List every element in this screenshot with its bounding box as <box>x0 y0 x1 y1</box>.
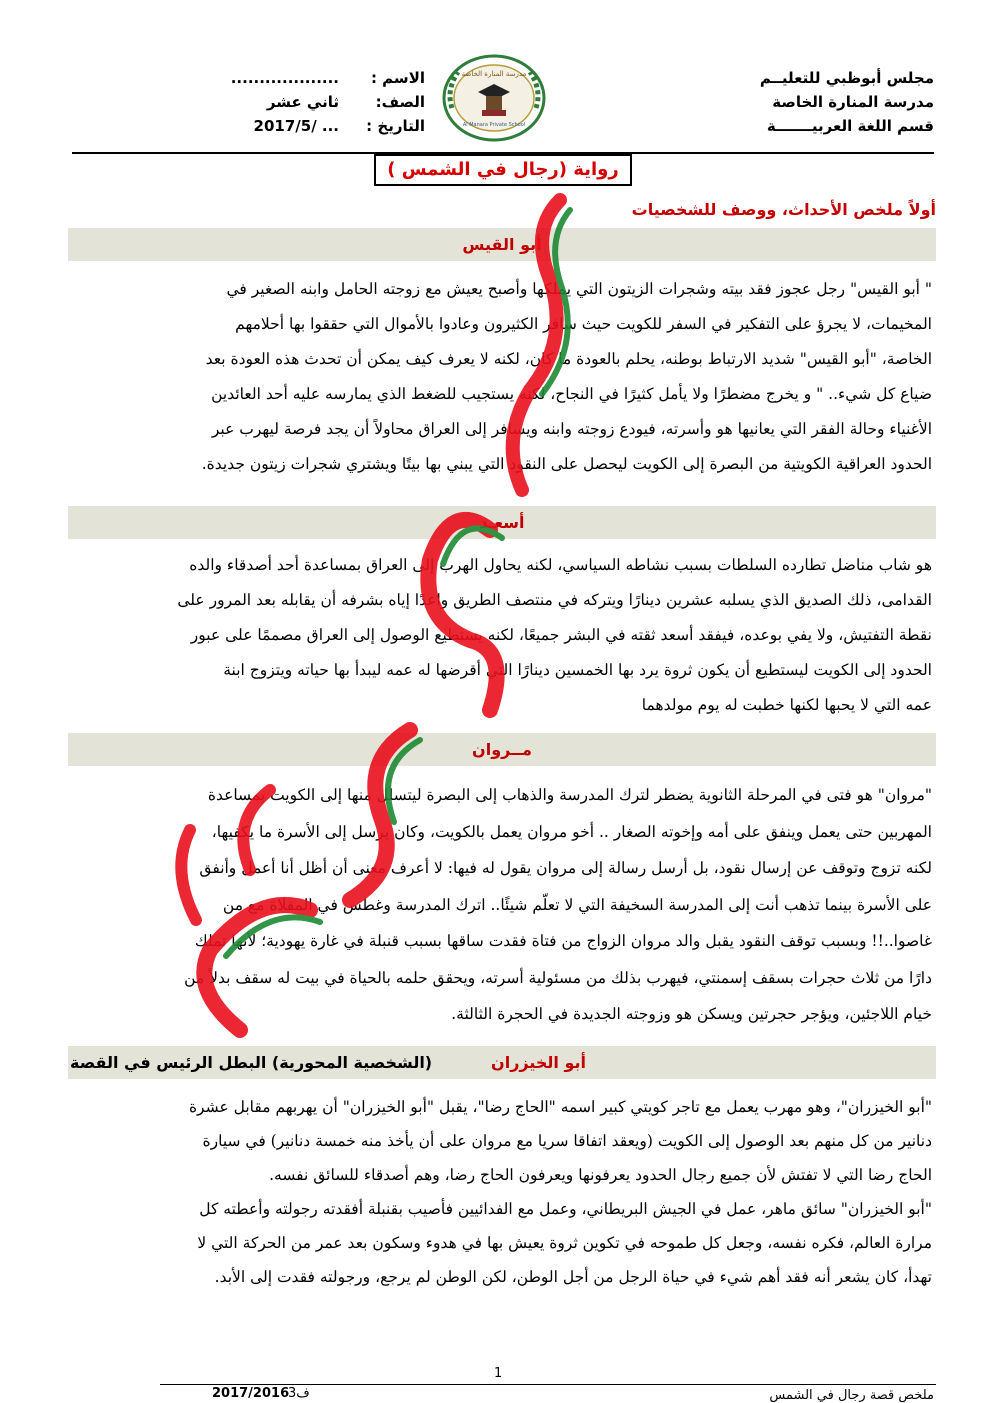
section-title: أبو الخيزران <box>491 1053 586 1072</box>
footer-divider <box>160 1384 936 1385</box>
text-line: دارًا من ثلاث حجرات بسقف إسمنتي، فيهرب بذلك من مسئولية أسرته، ويحقق حلمه بالحياة في بيت له سقف بدلاً من <box>184 968 932 987</box>
section-heading-asaad: أسعـد <box>68 506 936 539</box>
text-line: هو شاب مناضل تطارده السلطات بسبب نشاطه السياسي، لكنه يحاول الهرب إلى العراق بمساعدة أحد أصدقاء والده <box>189 556 932 574</box>
section-body-abu-khaizaran <box>68 1090 932 1294</box>
section-title-note: (الشخصية المحورية) البطل الرئيس في القصة <box>70 1053 433 1072</box>
text-line: خيام اللاجئين، ويؤجر حجرتين ويسكن هو وزوجته الجديدة في الحجرة الثالثة. <box>451 1005 932 1023</box>
name-label: الاسم : <box>370 69 425 87</box>
text-line: المهربين حتى يعمل وينفق على أمه وإخوته الصغار .. أخو مروان يعمل بالكويت، وكان يرسل إلى الأسرة ما يكفيها، <box>211 822 932 841</box>
text-line: "أبو الخيزران" سائق ماهر، عمل في الجيش البريطاني، وعمل مع الفدائيين فأصيب بقنبلة أفقدته رجولته وأعطته كل <box>199 1200 932 1218</box>
document-title: رواية (رجال في الشمس ) <box>374 154 632 186</box>
footer-title: ملخص قصة رجال في الشمس <box>769 1388 934 1403</box>
date-value: 2017/5/ ... <box>253 117 339 135</box>
text-line: نقطة التفتيش، ولا يفي بوعده، فيفقد أسعد ثقته في البشر جميعًا، لكنه يستطيع الوصول إلى العراق مصممًا على عبور <box>190 626 932 644</box>
class-label: الصف: <box>375 93 425 111</box>
text-line: لكنه تزوج وتوقف عن إرسال نقود، بل أرسل رسالة إلى مروان يقول له فيها: لا أعرف معنى أن أظل أنا أعمل وأنفق <box>199 859 932 877</box>
page-number: 1 <box>494 1366 503 1381</box>
text-line: " أبو القيس" رجل عجوز فقد بيته وشجرات الزيتون التي يملكها وأصبح يعيش مع زوجته الحامل وابنه الصغير في <box>226 280 932 298</box>
logo-arabic-text: مدرسة المنارة الخاصة <box>461 70 527 78</box>
section-heading-abu-khaizaran <box>68 1046 936 1079</box>
footer-class-code: ف3 <box>288 1386 310 1401</box>
section-heading-abu-qais: أبو القيس <box>68 228 936 261</box>
text-line: المخيمات، لا يجرؤ على التفكير في السفر للكويت حيث سافر الكثيرون وعادوا بالأموال التي حققوا بها أحلامهم <box>235 315 932 333</box>
student-info <box>195 66 425 138</box>
text-line: الخاصة، "أبو القيس" شديد الارتباط بوطنه، يحلم بالعودة ما كان، لكنه لا يعرف كيف يمكن أن تحدث هذه العودة بعد <box>205 350 932 368</box>
text-line: الحدود العراقية الكويتية من البصرة إلى الكويت ليحصل على النقود التي يبني بها بيتًا ويشتري شجرات زيتون جديدة. <box>201 455 932 473</box>
organization-header <box>604 66 934 138</box>
text-line: دنانير من كل منهم بعد الوصول إلى الكويت (ويعقد اتفاقا سريا مع مروان على أن يأخذ منه خمسة دنانير) في سيارة <box>202 1132 932 1150</box>
text-line: على الأسرة بينما تذهب أنت إلى المدرسة السخيفة التي لا تعلّم شيئًا.. اترك المدرسة وغطس في المقلاة مع من <box>222 895 932 914</box>
text-line: الحاج رضا التي لا تفتش لأن جميع رجال الحدود يعرفونها ويعرفون الحاج رضا، وهم أصدقاء للسائق نفسه. <box>269 1166 932 1184</box>
date-label: التاريخ : <box>366 117 425 135</box>
text-line: غاصوا..!! وبسبب توقف النقود يقبل والد مروان الزواج من فتاة فقدت ساقها بسبب قنبلة في غارة يهودية؛ لأنها تملك <box>194 932 932 950</box>
text-line: ضياع كل شيء.. " و يخرج مضطرًا ولا يأمل كثيرًا في النجاح، لكنه يستجيب للضغط الذي يمارسه عليه أحد العائدين <box>211 385 932 403</box>
text-line: الأغنياء وحالة الفقر التي يعانيها هو وأسرته، فيودع زوجته وابنه ويسافر إلى العراق محاولاً أن يجد فرصة ليهرب عبر <box>211 420 932 438</box>
org-department: قسم اللغة العربيـــــــة <box>766 117 934 135</box>
date-row <box>195 114 425 138</box>
text-line: تهدأ، كان يشعر أنه فقد أهم شيء في حياة الرجل من أجل الوطن، لكن الوطن لم يرجع، ورجولته فقدت إلى الأبد. <box>214 1268 932 1286</box>
text-line: عمه التي لا يحبها لكنها خطبت له يوم مولدهما <box>641 696 932 714</box>
class-row <box>195 90 425 114</box>
text-line: "أبو الخيزران"، وهو مهرب يعمل مع تاجر كويتي كبير اسمه "الحاج رضا"، يقبل "أبو الخيزران" أن يهربهم مقابل عشرة <box>188 1098 932 1116</box>
text-line: مرارة العالم، فكره نفسه، وجعل كل طموحه في تكوين ثروة يعيش بها في هدوء وسكون بعد عمر من الحركة التي لا <box>197 1234 932 1252</box>
name-row <box>195 66 425 90</box>
text-line: "مروان" هو فتى في المرحلة الثانوية يضطر لترك المدرسة والذهاب إلى البصرة ليتسلل منها إلى الكويت بمساعدة <box>207 786 932 804</box>
text-line: القدامى، ذلك الصديق الذي يسلبه عشرين دينارًا ويتركه في منتصف الطريق واعدًا إياه بشرفه أن يقابله بعد المرور على <box>177 591 932 609</box>
footer-year: 2017/2016 <box>212 1386 290 1401</box>
class-value: ثاني عشر <box>266 93 339 111</box>
name-value: ................... <box>230 69 339 87</box>
section-body-asaad <box>68 548 932 723</box>
text-line: الحدود إلى الكويت ليستطيع أن يكون ثروة يرد بها الخمسين دينارًا التي أقرضها له عمه ليبدأ بها حياته ويتزوج ابنة <box>223 661 932 679</box>
section-body-marwan <box>68 777 932 1033</box>
org-school: مدرسة المنارة الخاصة <box>772 93 934 111</box>
school-logo <box>438 52 550 144</box>
section-body-abu-qais <box>68 272 932 482</box>
logo-english-text: Al Manara Private School <box>462 122 526 128</box>
intro-heading: أولاً ملخص الأحداث، ووصف للشخصيات <box>631 200 936 219</box>
section-heading-marwan: مــروان <box>68 733 936 766</box>
org-council: مجلس أبوظبي للتعليــم <box>759 69 934 87</box>
